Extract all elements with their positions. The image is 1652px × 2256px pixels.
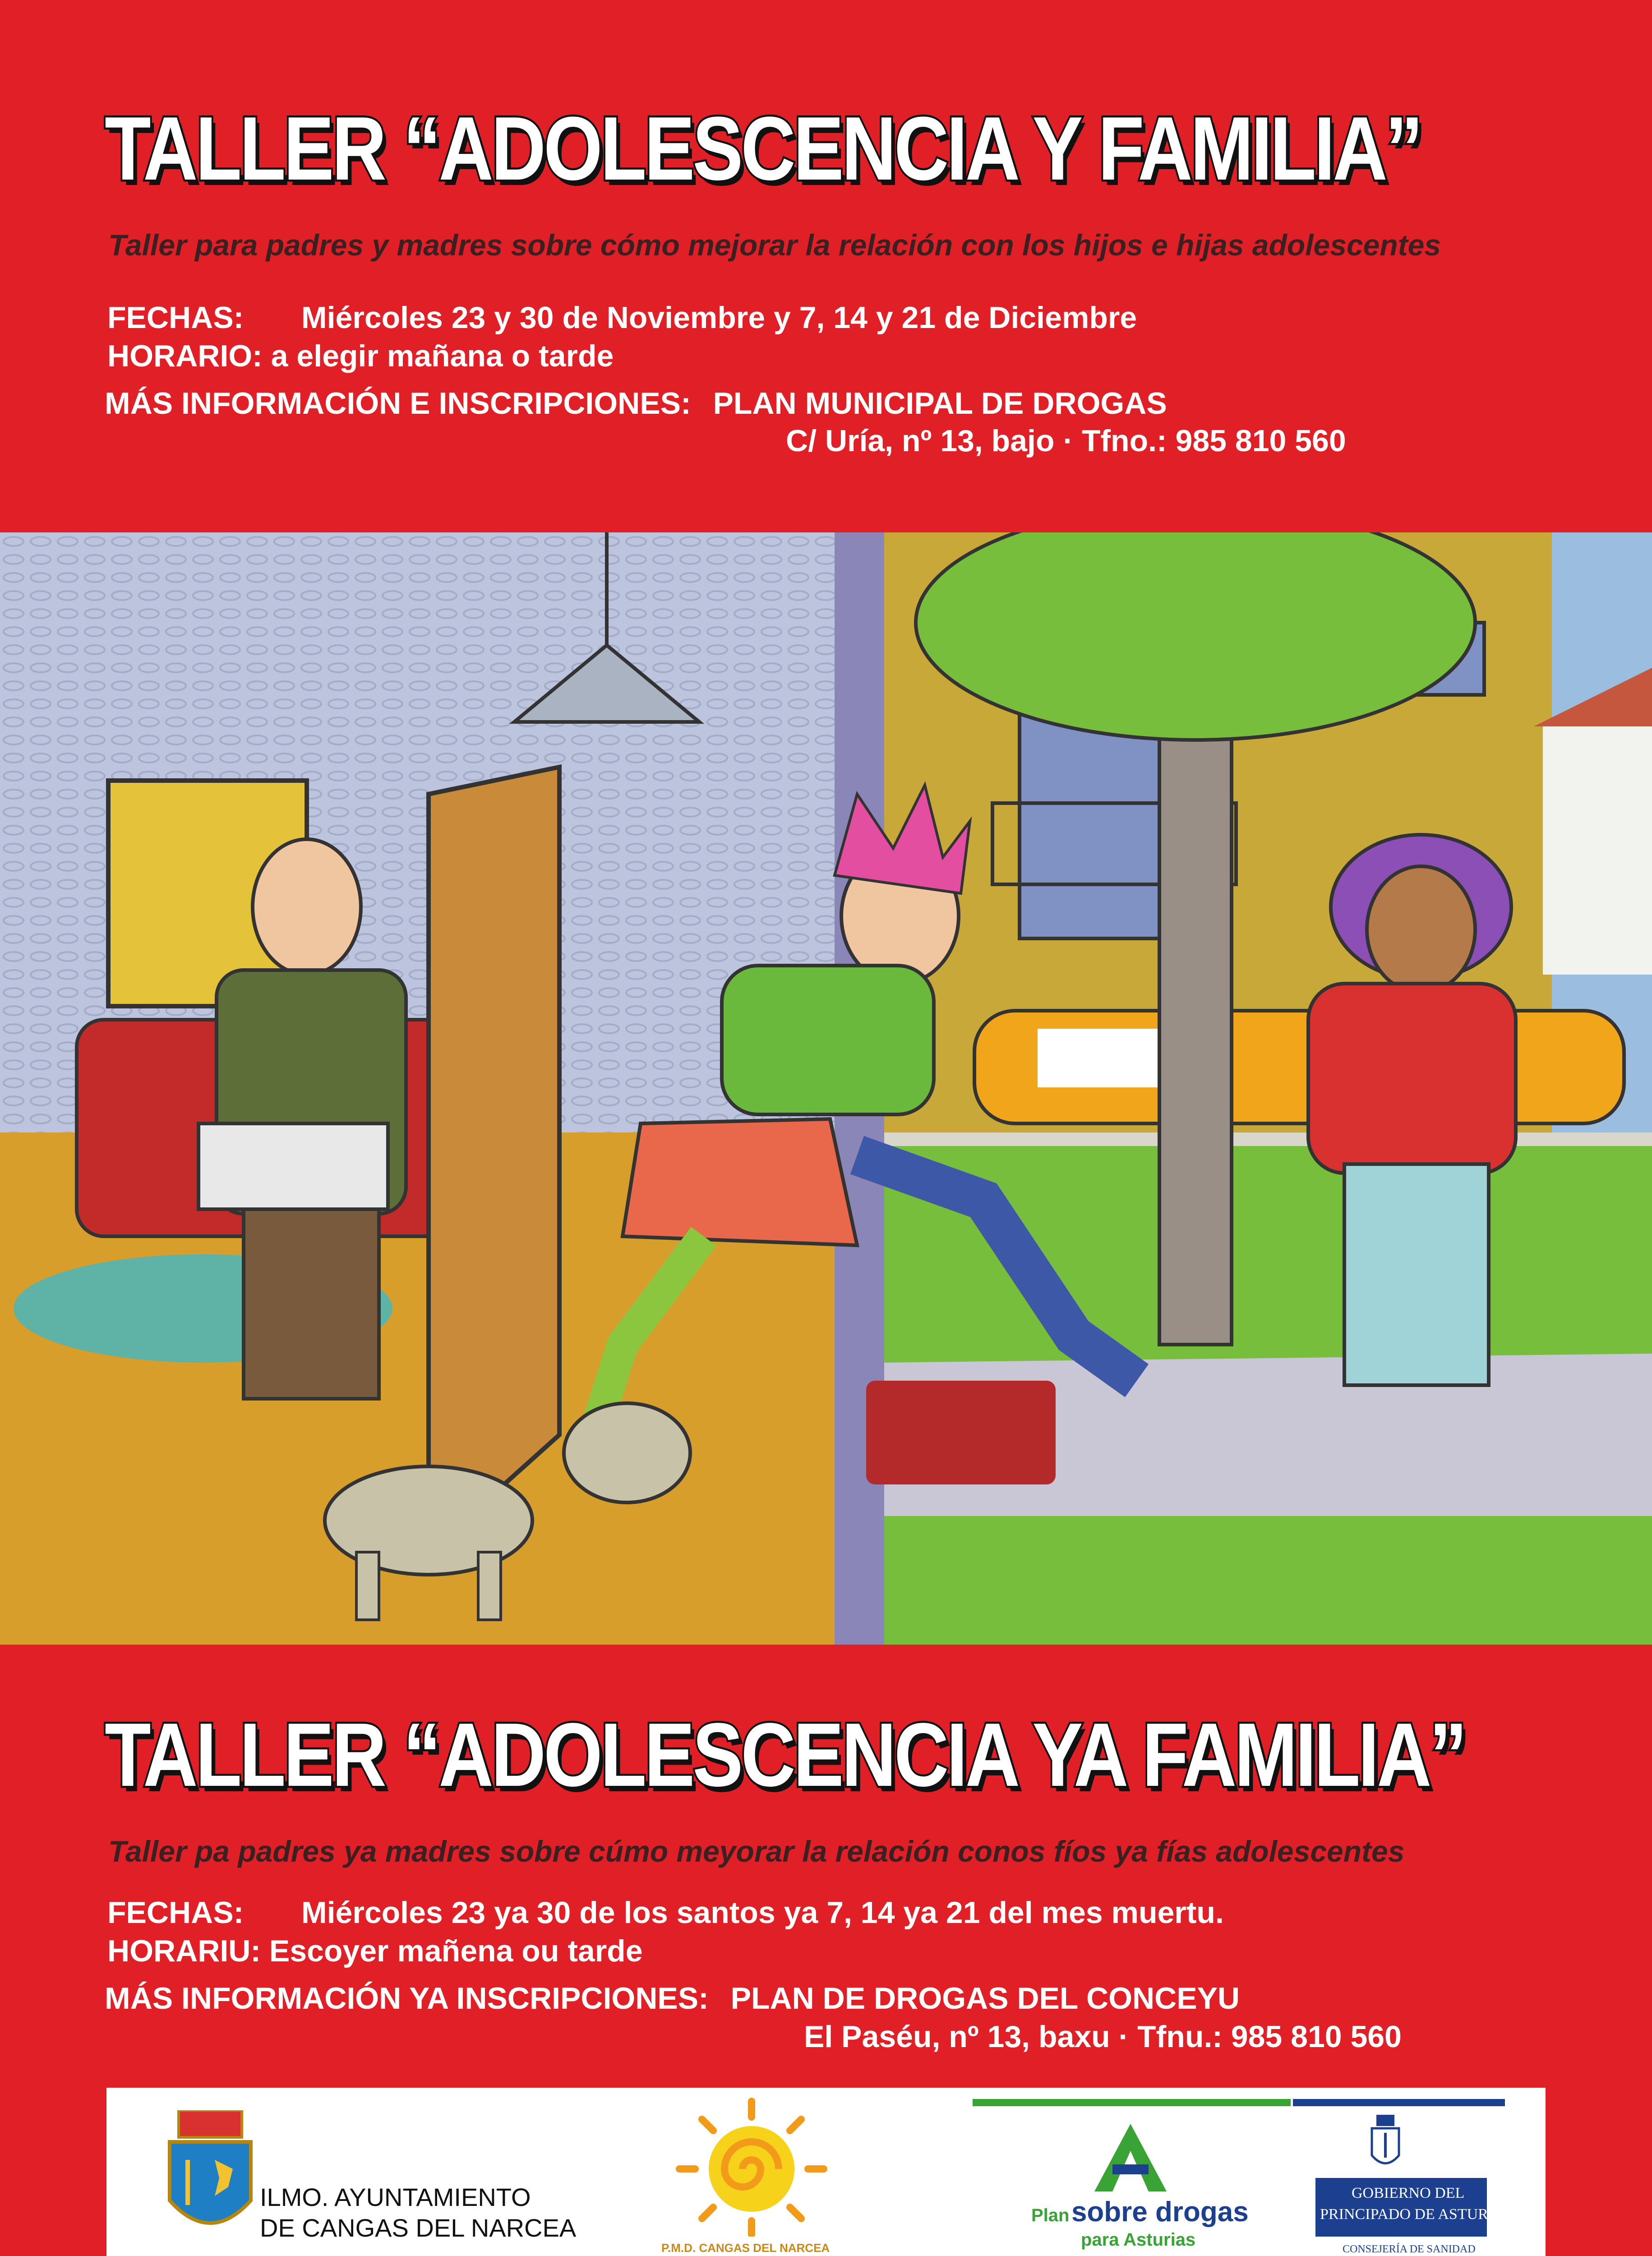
- bottom-fechas: [107, 1895, 1224, 1930]
- top-fechas-value: Miércoles 23 y 30 de Noviembre y 7, 14 y 21 de Diciembre: [301, 300, 1137, 335]
- right-house: [1543, 722, 1652, 975]
- principado-crest-icon: [1370, 2115, 1401, 2169]
- top-info-value: PLAN MUNICIPAL DE DROGAS: [713, 386, 1167, 421]
- plan-asturias: para Asturias: [1081, 2230, 1196, 2250]
- newspaper: [198, 1123, 388, 1209]
- top-horario-label: HORARIO:: [107, 339, 263, 373]
- bottom-info-label: MÁS INFORMACIÓN YA INSCRIPCIONES:: [105, 1981, 709, 2016]
- father-legs: [244, 1209, 379, 1399]
- plan-text: [1031, 2196, 1249, 2228]
- dog-leg-2: [478, 1552, 501, 1620]
- friend-jacket: [1308, 984, 1516, 1173]
- bottom-fechas-value: Miércoles 23 ya 30 de los santos ya 7, 14 ya 21 del mes muertu.: [301, 1895, 1224, 1930]
- gobierno-line2: PRINCIPADO DE ASTURIAS: [1320, 2206, 1513, 2223]
- father-head: [253, 839, 361, 975]
- bottom-address: El Paséu, nº 13, baxu · Tfnu.: 985 810 560: [804, 2020, 1402, 2054]
- bottom-info: [105, 1981, 1240, 2016]
- dog-leg-1: [356, 1552, 379, 1620]
- top-subtitle: Taller para padres y madres sobre cómo mejorar la relación con los hijos e hijas adolescentes: [108, 228, 1441, 262]
- top-horario-value: a elegir mañana o tarde: [271, 339, 614, 373]
- path-lower: [884, 1516, 1652, 1645]
- bottom-info-value: PLAN DE DROGAS DEL CONCEYU: [730, 1981, 1240, 2016]
- doormat: [866, 1381, 1056, 1484]
- dog-head: [564, 1403, 690, 1502]
- top-fechas: [107, 300, 1137, 335]
- crest-icon: [165, 2110, 255, 2246]
- bottom-horario-label: HORARIU:: [107, 1934, 261, 1968]
- tree-trunk: [1159, 668, 1232, 1345]
- girl-skirt: [623, 1119, 857, 1245]
- open-door: [429, 767, 559, 1552]
- sun-icon: [666, 2097, 837, 2237]
- top-horario: [107, 338, 614, 374]
- top-fechas-label: FECHAS:: [107, 300, 244, 335]
- top-address: C/ Uría, nº 13, bajo · Tfno.: 985 810 560: [786, 424, 1346, 458]
- sidewalk: [884, 1133, 1652, 1146]
- bottom-horario: [107, 1933, 643, 1969]
- bottom-horario-value: Escoyer mañena ou tarde: [269, 1934, 643, 1968]
- ayuntamiento-line1: ILMO. AYUNTAMIENTO: [260, 2183, 531, 2211]
- friend-legs: [1344, 1164, 1489, 1385]
- plan-a-icon: [1085, 2124, 1176, 2191]
- plan-sobre-drogas: sobre drogas: [1071, 2196, 1249, 2228]
- bottom-fechas-label: FECHAS:: [107, 1895, 244, 1930]
- top-info-label: MÁS INFORMACIÓN E INSCRIPCIONES:: [105, 386, 691, 421]
- plan-word: Plan: [1031, 2205, 1070, 2225]
- friend-head: [1367, 866, 1475, 993]
- gobierno-line1: GOBIERNO DEL: [1352, 2185, 1465, 2201]
- bottom-subtitle: Taller pa padres ya madres sobre cúmo meyorar la relación conos fíos ya fías adolescentes: [108, 1835, 1405, 1868]
- pmd-label: P.M.D. CANGAS DEL NARCEA: [661, 2241, 830, 2255]
- ayuntamiento-line2: DE CANGAS DEL NARCEA: [260, 2214, 577, 2242]
- top-info: [105, 386, 1167, 421]
- bottom-title: TALLER “ADOLESCENCIA YA FAMILIA”: [105, 1705, 1465, 1805]
- plan-bar-green: [973, 2099, 1291, 2106]
- logo-bar: [106, 2088, 1546, 2256]
- girl-torso: [722, 966, 934, 1114]
- illustration: [0, 532, 1652, 1645]
- top-title: TALLER “ADOLESCENCIA Y FAMILIA”: [105, 98, 1421, 199]
- plan-bar-blue: [1293, 2099, 1505, 2106]
- consejeria: CONSEJERÍA DE SANIDAD: [1343, 2243, 1476, 2255]
